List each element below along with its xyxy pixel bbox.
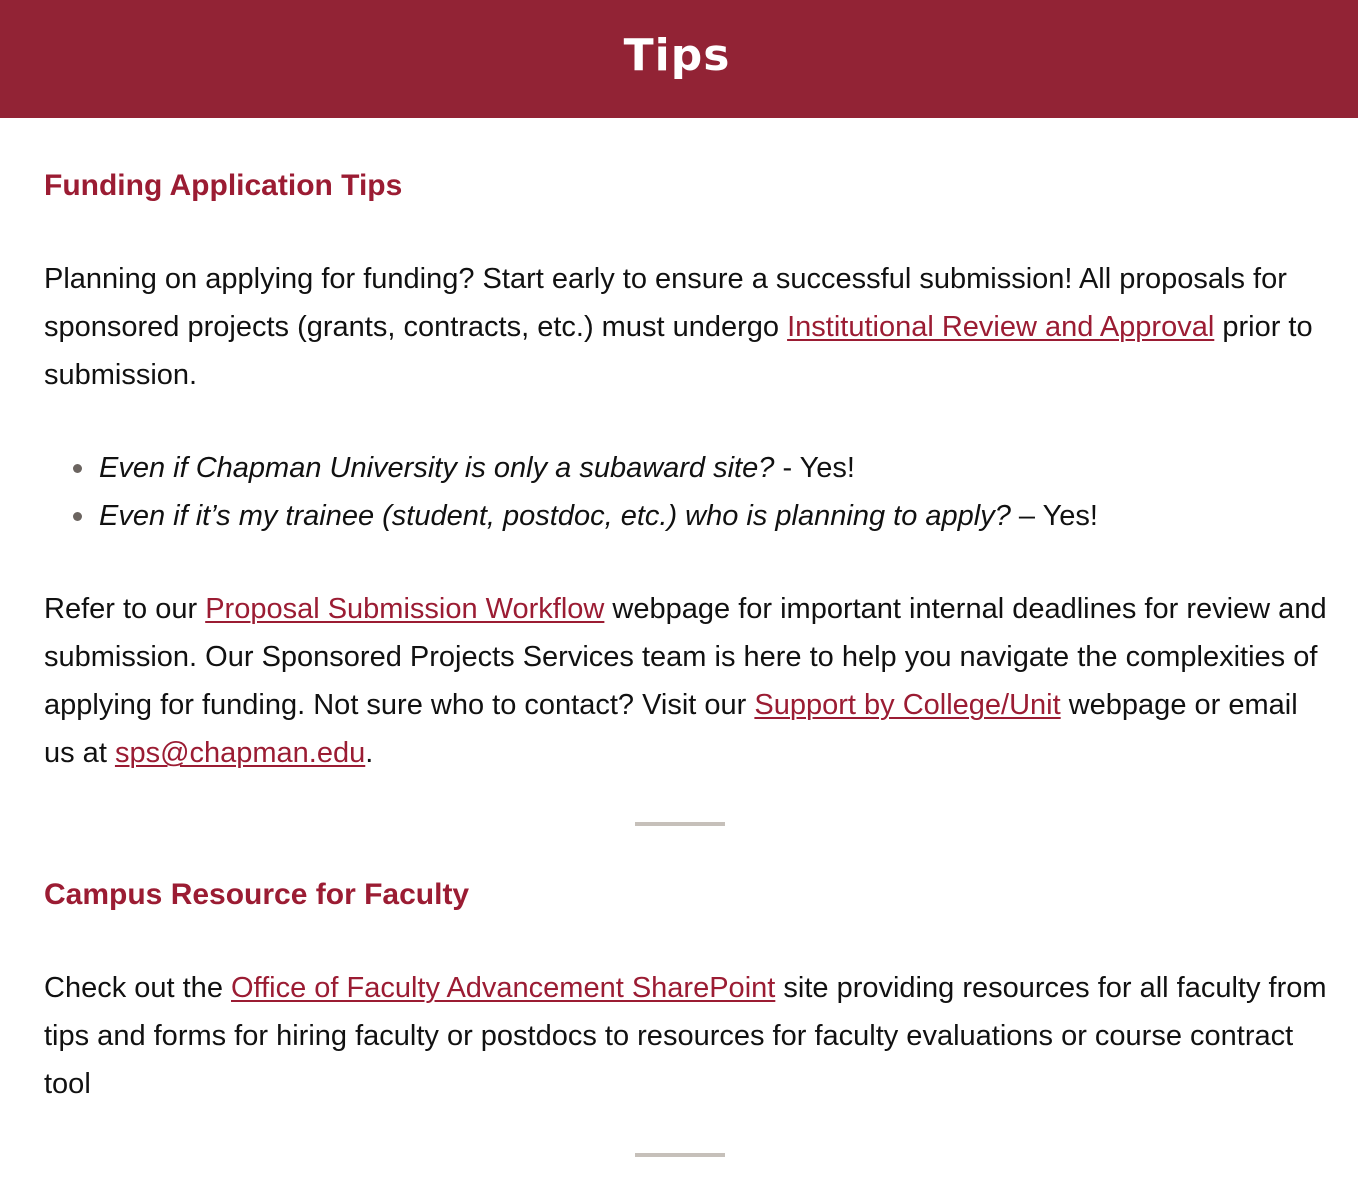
list-item	[44, 492, 1098, 540]
bullet-question: Even if Chapman University is only a subaward site?	[99, 452, 783, 484]
funding-intro-text: Planning on applying for funding? Start early to ensure a successful submission! All proposals for sponsored projects (grants, contracts, etc.) must undergo	[44, 263, 1287, 343]
campus-suffix: site providing resources for all faculty from tips and forms for hiring faculty or postdocs to resources for faculty evaluations or course contract tool	[44, 972, 1327, 1100]
bullet-dot-icon	[73, 464, 82, 473]
campus-prefix: Check out the	[44, 972, 231, 1004]
funding-intro-paragraph	[44, 255, 1334, 399]
bullet-dot-icon	[73, 512, 82, 521]
faculty-advancement-sharepoint-link[interactable]: Office of Faculty Advancement SharePoint	[231, 972, 776, 1004]
proposal-workflow-link[interactable]: Proposal Submission Workflow	[205, 593, 605, 625]
list-item	[44, 444, 1098, 492]
bullet-answer: - Yes!	[782, 452, 855, 484]
email-suffix: .	[365, 737, 374, 769]
sps-email-link[interactable]: sps@chapman.edu	[114, 737, 366, 769]
funding-bullet-list	[44, 444, 1098, 540]
institutional-review-link[interactable]: Institutional Review and Approval	[787, 311, 1215, 343]
email-prefix: webpage or email us at	[44, 689, 1298, 769]
section-divider	[635, 822, 725, 826]
campus-paragraph	[44, 964, 1334, 1108]
section-divider	[635, 1153, 725, 1157]
support-by-college-link[interactable]: Support by College/Unit	[754, 689, 1061, 721]
refer-prefix: Refer to our	[44, 593, 206, 625]
bullet-question: Even if it’s my trainee (student, postdoc, etc.) who is planning to apply?	[99, 500, 1011, 532]
refer-paragraph	[44, 585, 1334, 777]
funding-intro-tail: prior to submission.	[44, 311, 1313, 391]
refer-mid-text: webpage for important internal deadlines for review and submission. Our Sponsored Projects Services team is here to help you navigate the complexities of applying for funding. Not sure who to contact? Visit our	[44, 593, 1327, 721]
bullet-answer: – Yes!	[1010, 500, 1098, 532]
banner-title: Tips	[623, 29, 731, 81]
funding-heading: Funding Application Tips	[44, 169, 403, 202]
campus-heading: Campus Resource for Faculty	[44, 878, 470, 911]
tips-banner	[0, 0, 1358, 118]
